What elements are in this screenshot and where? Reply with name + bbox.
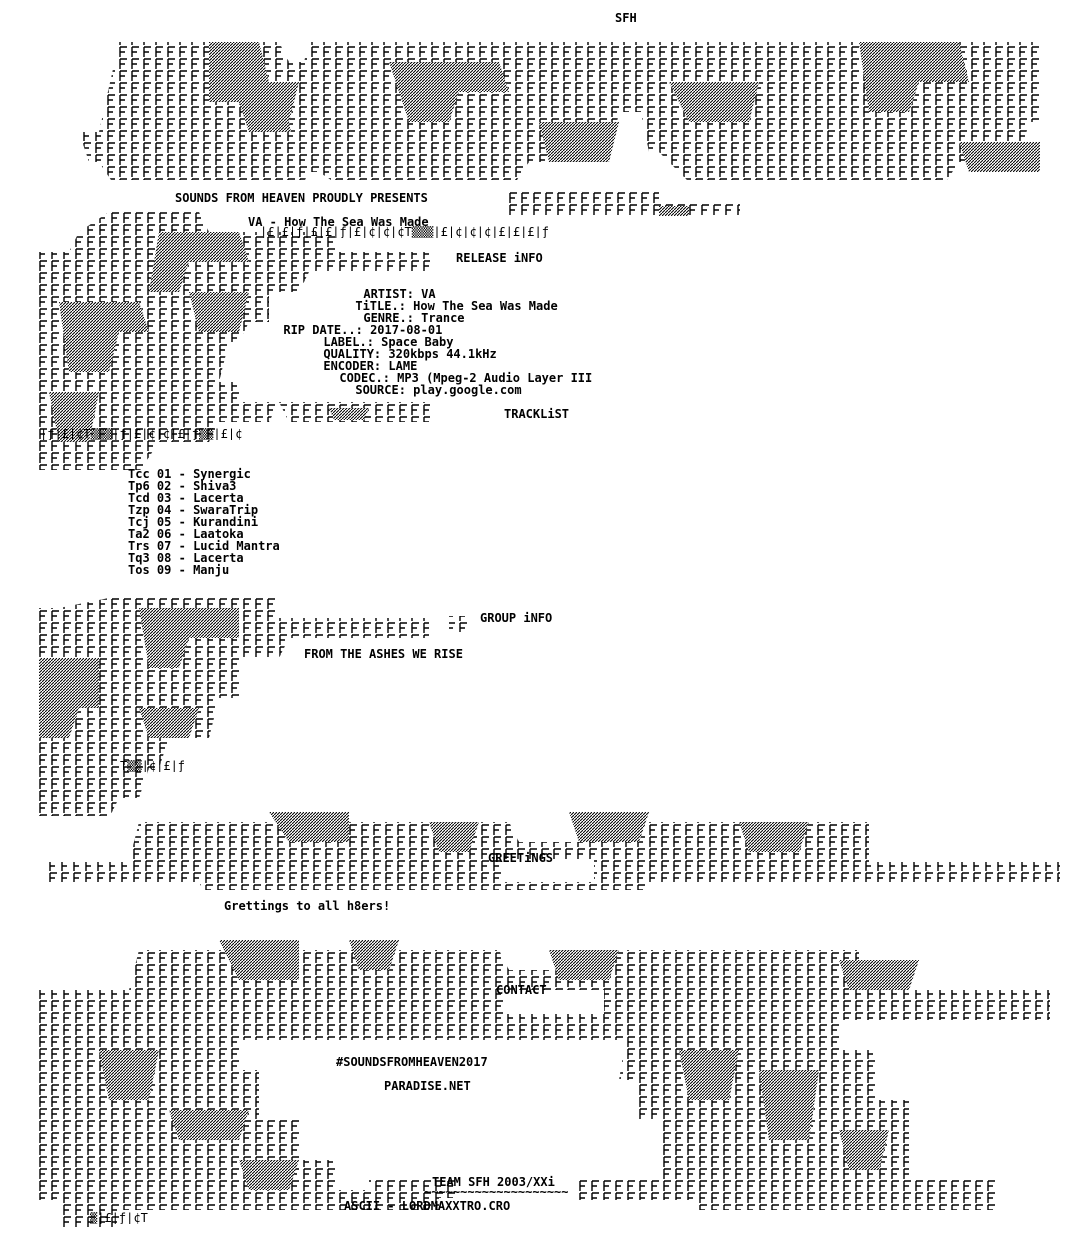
footer-team: TEAM SFH 2003/XXi [432,1175,555,1189]
release-info-heading: RELEASE iNFO [456,251,543,265]
field-value: How The Sea Was Made [413,299,558,313]
footer-tilde-line: ~~~~~~~~~~~~~~~~~~~~ [424,1185,569,1199]
glyph-strip-low: T▒▒|¢|£|ƒ [120,760,186,772]
field-value: 2017-08-01 [370,323,443,337]
field-label: SOURCE: [355,383,406,397]
footer-ascii-credit: ASCII - LORDMAXXTRO.CRO [344,1199,511,1213]
presents-right-art [480,180,740,216]
field-label: ENCODER: [323,359,382,373]
field-label: QUALITY: [323,347,382,361]
field-value: Trance [421,311,465,325]
field-value: VA [421,287,436,301]
group-info-art [10,586,470,816]
track-row: Tp6 02 - Shiva3 [128,479,237,493]
field-value: LAME [388,359,418,373]
field-value: Space Baby [381,335,454,349]
release-title: VA - How The Sea Was Made [248,215,429,229]
field-label: RIP DATE..: [283,323,363,337]
tracklist-heading: TRACKLiST [504,407,570,421]
field-value: MP3 (Mpeg-2 Audio Layer III [397,371,593,385]
group-tag: SFH [615,11,637,25]
banner-art-blocks [59,22,1040,180]
field-label: TiTLE.: [355,299,406,313]
group-info-art-blocks [39,598,470,816]
field-value: play.google.com [413,383,522,397]
group-info-heading: GROUP iNFO [480,611,553,625]
track-row: Trs 07 - Lucid Mantra [128,539,280,553]
field-source [312,372,522,408]
greetings-heading: GREETiNGS [488,851,554,865]
greetings-art-blocks [49,812,1060,890]
contact-channel: #SOUNDSFROMHEAVEN2017 [336,1055,488,1069]
glyph-strip-mid: |ƒ|£|¢T▒▒▒|ƒ|£|¢|¢|£|ƒ▒▒|£|¢ [40,428,243,440]
field-label: CODEC.: [339,371,390,385]
presents-line: SOUNDS FROM HEAVEN PROUDLY PRESENTS [175,191,428,205]
track-row: Tq3 08 - Lacerta [128,551,244,565]
glyph-strip-top: |£|£|ƒ|£|£|ƒ|£|¢|¢|¢T▒▒▒|£|¢|¢|¢|£|£|£|ƒ [260,226,549,238]
track-row: Ta2 06 - Laatoka [128,527,244,541]
field-value: 320kbps 44.1kHz [388,347,497,361]
track-row: Tcj 05 - Kurandini [128,515,259,529]
greetings-art [20,800,1060,890]
group-motto: FROM THE ASHES WE RISE [304,647,463,661]
track-row: Tos 09 - Manju [128,563,230,577]
presents-right-art-blocks [509,192,740,216]
track-row: Tzp 04 - SwaraTrip [128,503,259,517]
tracklist [128,468,280,576]
field-label: LABEL.: [323,335,374,349]
field-label: GENRE.: [363,311,414,325]
contact-heading: CONTACT [496,983,547,997]
field-label: ARTIST: [363,287,414,301]
contact-network: PARADISE.NET [384,1079,471,1093]
glyph-strip-foot: ▒|£|ƒ|¢T [90,1212,148,1224]
banner-art [30,10,1040,180]
track-row: Tcc 01 - Synergic [128,467,251,481]
track-row: Tcd 03 - Lacerta [128,491,244,505]
greetings-text: Grettings to all h8ers! [224,899,391,913]
